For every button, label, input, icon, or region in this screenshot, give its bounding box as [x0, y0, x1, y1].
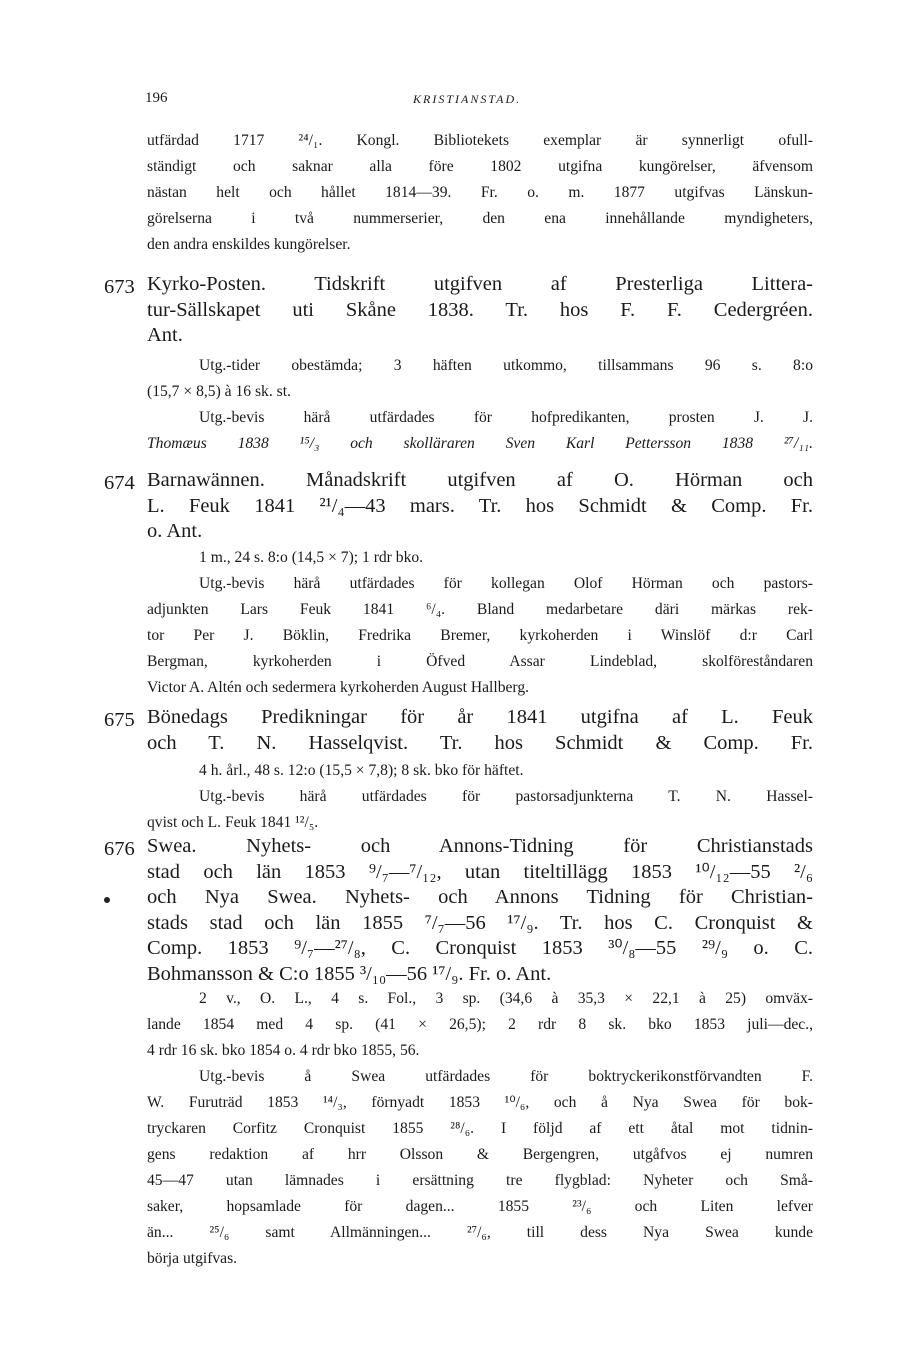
- note-line: Utg.-bevis härå utfärdades för hofpredikanten, prosten J. J.: [199, 409, 813, 426]
- note-line: qvist och L. Feuk 1841 ¹²/₅.: [147, 814, 319, 831]
- note-line: 4 rdr 16 sk. bko 1854 o. 4 rdr bko 1855, 56.: [147, 1042, 420, 1059]
- note-line: lande 1854 med 4 sp. (41 × 26,5); 2 rdr 8 sk. bko 1853 juli—dec.,: [147, 1016, 813, 1033]
- intro-line: nästan helt och hållet 1814—39. Fr. o. m. 1877 utgifvas Länskun-: [147, 184, 813, 201]
- entry-number: 673: [104, 276, 135, 298]
- intro-line: utfärdad 1717 ²⁴/₁. Kongl. Bibliotekets exemplar är synnerligt ofull-: [147, 132, 813, 149]
- note-line: 1 m., 24 s. 8:o (14,5 × 7); 1 rdr bko.: [199, 549, 424, 566]
- entry-line: Ant.: [147, 324, 183, 346]
- margin-dot-mark: [104, 897, 110, 903]
- entry-notes: [147, 353, 813, 457]
- running-head: KRISTIANSTAD.: [413, 92, 522, 106]
- note-line: Utg.-bevis härå utfärdades för kollegan Olof Hörman och pastors-: [199, 575, 813, 592]
- note-line: adjunkten Lars Feuk 1841 ⁶/₄. Bland medarbetare däri märkas rek-: [147, 601, 813, 618]
- entry-notes: [147, 986, 813, 1272]
- entry-number: 675: [104, 709, 135, 731]
- entry-line: L. Feuk 1841 ²¹/₄—43 mars. Tr. hos Schmidt & Comp. Fr.: [147, 494, 813, 517]
- entry-title-block: [147, 834, 813, 987]
- entry-line: stads stad och län 1855 ⁷/₇—56 ¹⁷/₉. Tr. hos C. Cronquist &: [147, 911, 813, 934]
- note-line: Utg.-tider obestämda; 3 häften utkommo, tillsammans 96 s. 8:o: [199, 357, 813, 374]
- entry-title-block: [147, 705, 813, 756]
- note-line: W. Furuträd 1853 ¹⁴/₃, förnyadt 1853 ¹⁰/₆, och å Nya Swea för bok-: [147, 1094, 813, 1111]
- entry-line: o. Ant.: [147, 520, 203, 542]
- note-line: 45—47 utan lämnades i ersättning tre flygblad: Nyheter och Små-: [147, 1172, 813, 1189]
- entry-line: och T. N. Hasselqvist. Tr. hos Schmidt & Comp. Fr.: [147, 731, 813, 754]
- page-number: 196: [145, 90, 168, 106]
- intro-line: görelserna i två nummerserier, den ena innehållande myndigheters,: [147, 210, 813, 227]
- note-line: 2 v., O. L., 4 s. Fol., 3 sp. (34,6 à 35,3 × 22,1 à 25) omväx-: [199, 990, 813, 1007]
- note-line: tor Per J. Böklin, Fredrika Bremer, kyrkoherden i Winslöf d:r Carl: [147, 627, 813, 644]
- note-line: saker, hopsamlade för dagen... 1855 ²³/₆ och Liten lefver: [147, 1198, 813, 1215]
- entry-notes: [147, 545, 813, 701]
- note-line: tryckaren Corfitz Cronquist 1855 ²⁸/₆. I följd af ett åtal mot tidnin-: [147, 1120, 813, 1137]
- intro-line: ständigt och saknar alla före 1802 utgifna kungörelser, äfvensom: [147, 158, 813, 175]
- note-line: gens redaktion af hrr Olsson & Bergengren, utgåfvos ej numren: [147, 1146, 813, 1163]
- intro-paragraph: [147, 128, 813, 258]
- note-line: Victor A. Altén och sedermera kyrkoherden August Hallberg.: [147, 679, 530, 696]
- entry-line: och Nya Swea. Nyhets- och Annons Tidning för Christian-: [147, 886, 813, 908]
- entry-line: Barnawännen. Månadskrift utgifven af O. Hörman och: [147, 469, 813, 491]
- entry-line: Kyrko-Posten. Tidskrift utgifven af Presterliga Littera-: [147, 273, 813, 295]
- entry-line: stad och län 1853 ⁹/₇—⁷/₁₂, utan titeltillägg 1853 ¹⁰/₁₂—55 ²/₆: [147, 860, 813, 883]
- entry-number: 674: [104, 472, 135, 494]
- entry-title-block: [147, 272, 813, 349]
- note-line: Thomæus 1838 ¹⁵/₃ och skolläraren Sven Karl Pettersson 1838 ²⁷/₁₁.: [147, 435, 813, 452]
- note-line: Utg.-bevis härå utfärdades för pastorsadjunkterna T. N. Hassel-: [199, 788, 813, 805]
- entry-notes: [147, 758, 813, 836]
- note-line: Utg.-bevis å Swea utfärdades för boktryckerikonstförvandten F.: [199, 1068, 813, 1085]
- entry-title-block: [147, 468, 813, 545]
- note-line: än... ²⁵/₆ samt Allmänningen... ²⁷/₆, till dess Nya Swea kunde: [147, 1224, 813, 1241]
- entry-line: Bohmansson & C:o 1855 ³/₁₀—56 ¹⁷/₉. Fr. o. Ant.: [147, 962, 552, 985]
- page-header: [145, 90, 813, 112]
- note-line: Bergman, kyrkoherden i Öfved Assar Lindeblad, skolföreståndaren: [147, 653, 813, 670]
- note-line: 4 h. årl., 48 s. 12:o (15,5 × 7,8); 8 sk. bko för häftet.: [199, 762, 524, 779]
- intro-line: den andra enskildes kungörelser.: [147, 236, 351, 253]
- entry-line: Bönedags Predikningar för år 1841 utgifna af L. Feuk: [147, 706, 813, 728]
- entry-line: Comp. 1853 ⁹/₇—²⁷/₈, C. Cronquist 1853 ³⁰/₈—55 ²⁹/₉ o. C.: [147, 937, 813, 959]
- note-line: (15,7 × 8,5) à 16 sk. st.: [147, 383, 291, 400]
- entry-number: 676: [104, 838, 135, 860]
- note-line: börja utgifvas.: [147, 1250, 238, 1267]
- entry-line: tur-Sällskapet uti Skåne 1838. Tr. hos F. F. Cedergréen.: [147, 298, 813, 321]
- entry-line: Swea. Nyhets- och Annons-Tidning för Christianstads: [147, 835, 813, 857]
